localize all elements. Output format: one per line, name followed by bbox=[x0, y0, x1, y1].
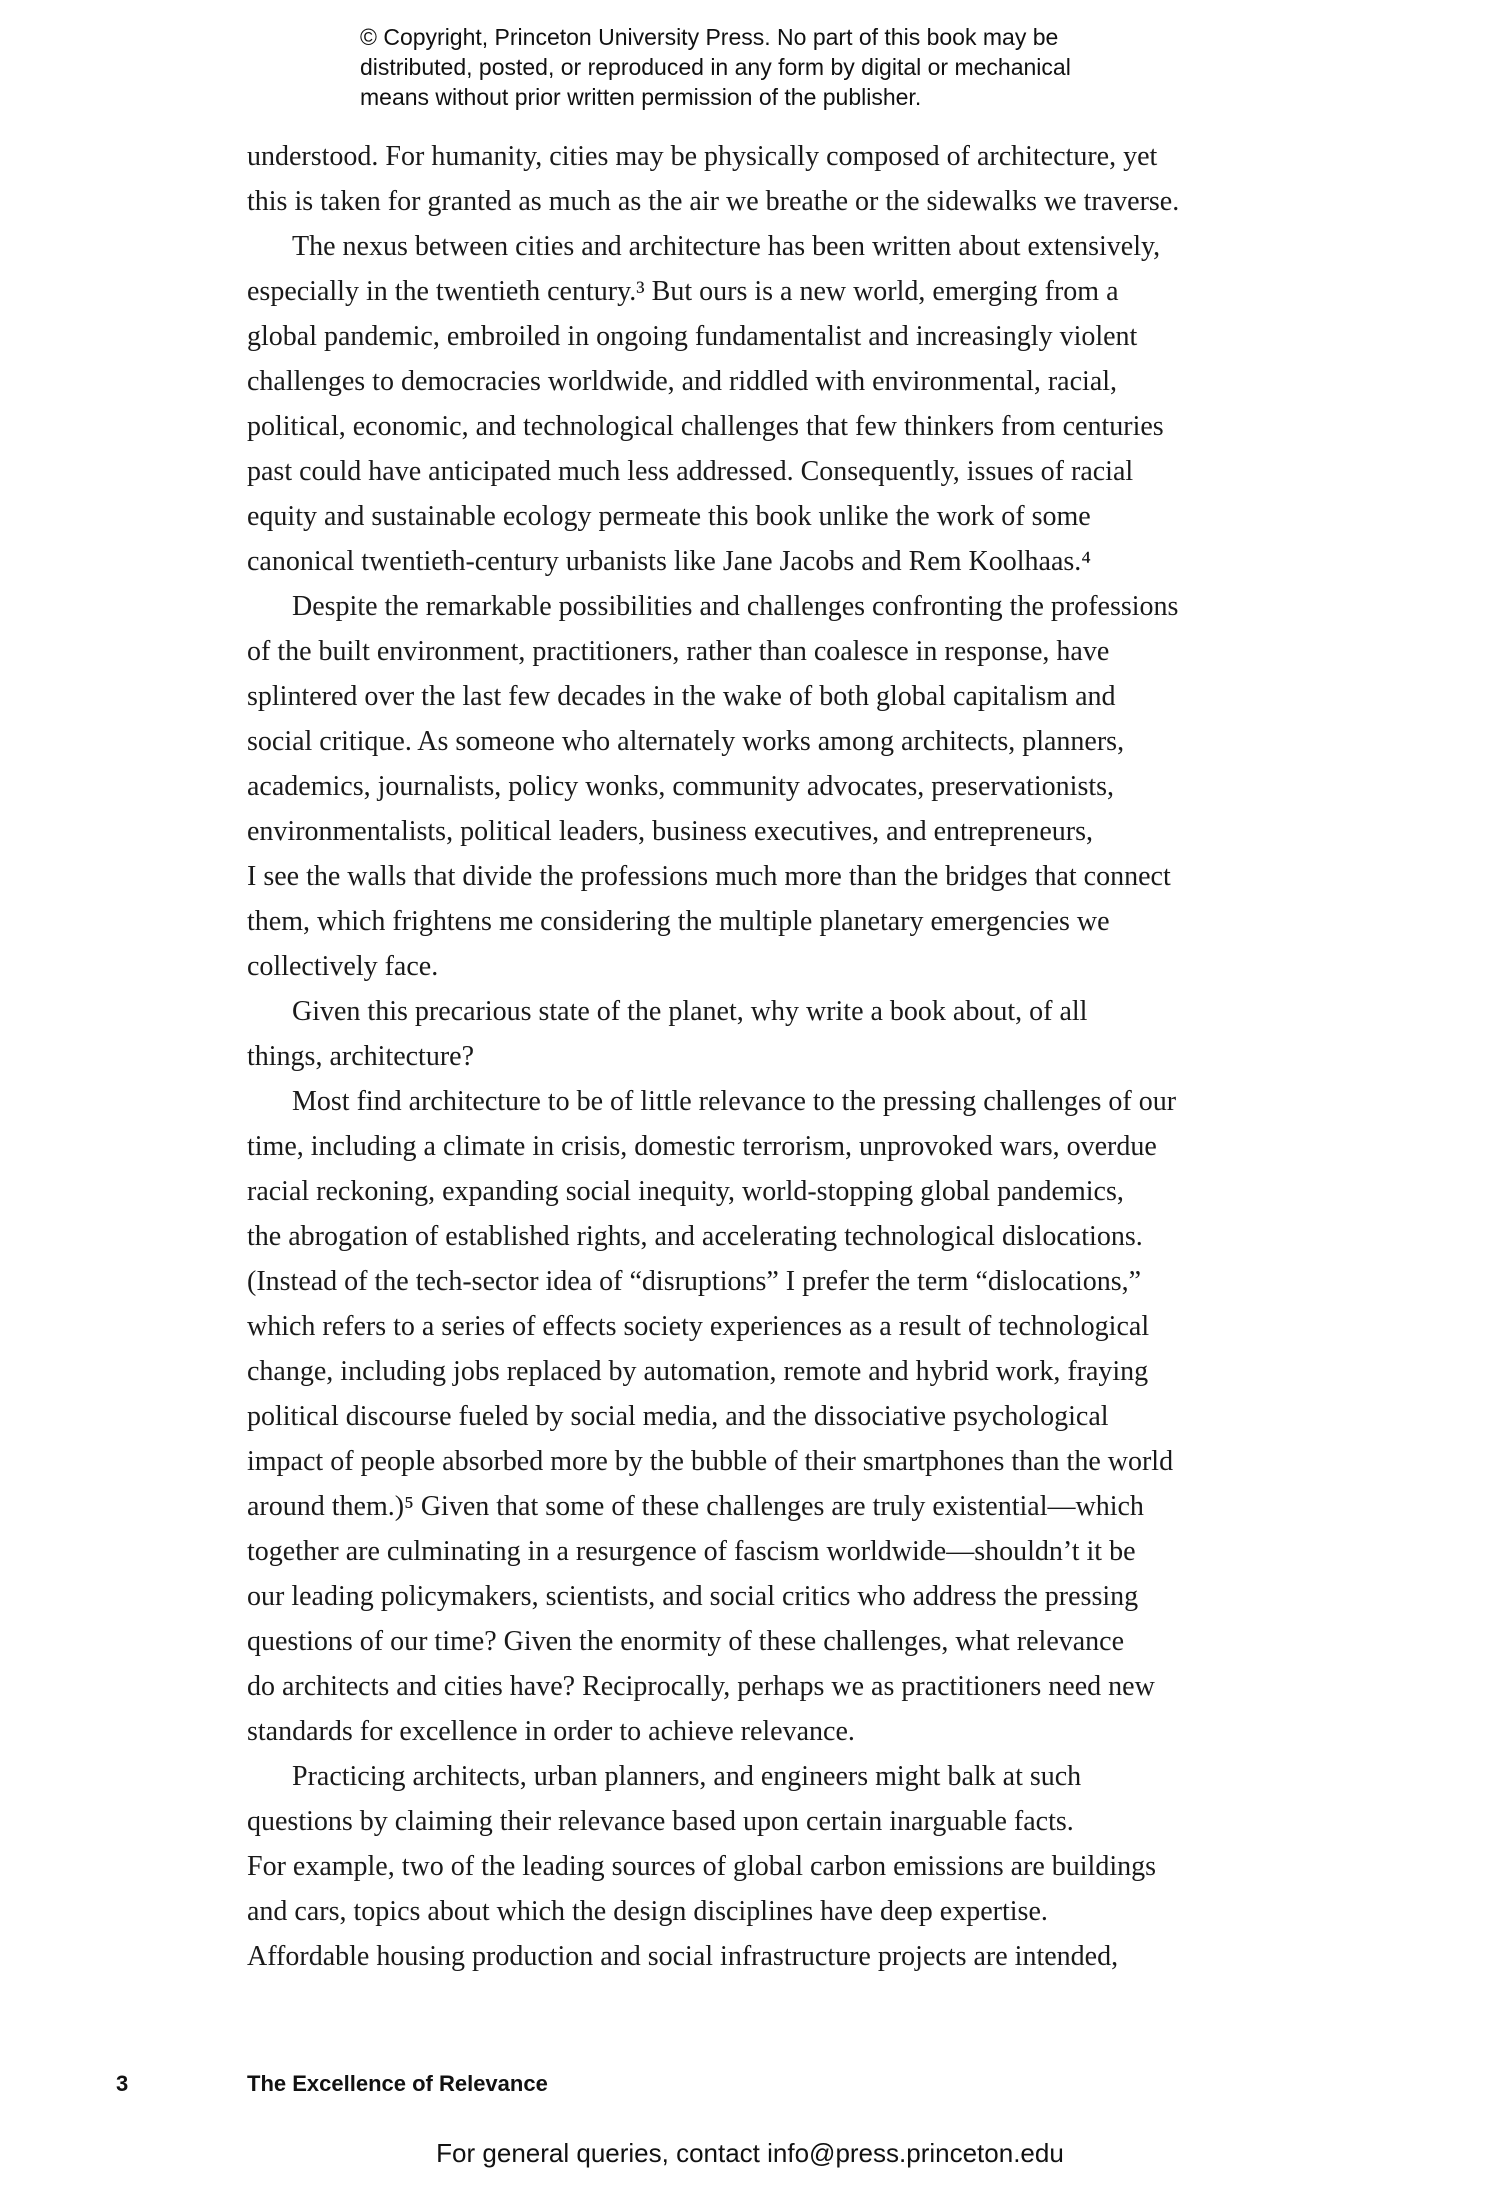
text-line: our leading policymakers, scientists, and social critics who address the pressing bbox=[247, 1581, 1139, 1612]
text-line: them, which frightens me considering the multiple planetary emergencies we bbox=[247, 906, 1110, 937]
text-line: questions of our time? Given the enormity of these challenges, what relevance bbox=[247, 1626, 1125, 1657]
text-line: I see the walls that divide the professions much more than the bridges that connect bbox=[247, 861, 1171, 892]
contact-line: For general queries, contact info@press.princeton.edu bbox=[436, 2138, 1064, 2168]
text-line: Given this precarious state of the planet, why write a book about, of all bbox=[292, 996, 1088, 1027]
text-line: social critique. As someone who alternately works among architects, planners, bbox=[247, 726, 1125, 757]
text-line: this is taken for granted as much as the air we breathe or the sidewalks we traverse. bbox=[247, 186, 1180, 217]
text-line: Practicing architects, urban planners, and engineers might balk at such bbox=[292, 1761, 1082, 1792]
text-line: canonical twentieth-century urbanists like Jane Jacobs and Rem Koolhaas.⁴ bbox=[247, 546, 1092, 577]
text-line: around them.)⁵ Given that some of these challenges are truly existential—which bbox=[247, 1491, 1144, 1522]
text-line: political, economic, and technological challenges that few thinkers from centuries bbox=[247, 411, 1164, 442]
text-line: understood. For humanity, cities may be physically composed of architecture, yet bbox=[247, 141, 1158, 172]
text-line: global pandemic, embroiled in ongoing fundamentalist and increasingly violent bbox=[247, 321, 1138, 352]
text-line: equity and sustainable ecology permeate this book unlike the work of some bbox=[247, 501, 1091, 532]
copyright-line: © Copyright, Princeton University Press. No part of this book may be bbox=[360, 24, 1059, 50]
text-line: time, including a climate in crisis, domestic terrorism, unprovoked wars, overdue bbox=[247, 1131, 1157, 1162]
text-line: Despite the remarkable possibilities and challenges confronting the professions bbox=[292, 591, 1179, 622]
text-line: impact of people absorbed more by the bubble of their smartphones than the world bbox=[247, 1446, 1174, 1477]
text-line: change, including jobs replaced by automation, remote and hybrid work, fraying bbox=[247, 1356, 1149, 1387]
text-line: the abrogation of established rights, and accelerating technological dislocations. bbox=[247, 1221, 1143, 1252]
text-line: Most find architecture to be of little relevance to the pressing challenges of our bbox=[292, 1086, 1177, 1117]
text-line: especially in the twentieth century.³ But ours is a new world, emerging from a bbox=[247, 276, 1119, 307]
text-line: together are culminating in a resurgence of fascism worldwide—shouldn’t it be bbox=[247, 1536, 1136, 1567]
text-line: challenges to democracies worldwide, and riddled with environmental, racial, bbox=[247, 366, 1118, 397]
text-line: political discourse fueled by social media, and the dissociative psychological bbox=[247, 1401, 1109, 1432]
text-line: collectively face. bbox=[247, 951, 439, 982]
text-line: past could have anticipated much less addressed. Consequently, issues of racial bbox=[247, 456, 1134, 487]
copyright-notice bbox=[360, 22, 1220, 112]
text-line: splintered over the last few decades in the wake of both global capitalism and bbox=[247, 681, 1116, 712]
text-line: Affordable housing production and social infrastructure projects are intended, bbox=[247, 1941, 1119, 1972]
running-title: The Excellence of Relevance bbox=[247, 2071, 548, 2096]
text-line: questions by claiming their relevance based upon certain inarguable facts. bbox=[247, 1806, 1074, 1837]
copyright-line: distributed, posted, or reproduced in any form by digital or mechanical bbox=[360, 54, 1071, 80]
copyright-line: means without prior written permission of the publisher. bbox=[360, 84, 922, 110]
text-line: of the built environment, practitioners, rather than coalesce in response, have bbox=[247, 636, 1110, 667]
text-line: (Instead of the tech-sector idea of “disruptions” I prefer the term “dislocations,” bbox=[247, 1266, 1142, 1297]
text-line: things, architecture? bbox=[247, 1041, 475, 1072]
body-text bbox=[247, 134, 1297, 1979]
text-line: racial reckoning, expanding social inequity, world-stopping global pandemics, bbox=[247, 1176, 1124, 1207]
text-line: which refers to a series of effects society experiences as a result of technological bbox=[247, 1311, 1150, 1342]
text-line: The nexus between cities and architecture has been written about extensively, bbox=[292, 231, 1161, 262]
text-line: For example, two of the leading sources of global carbon emissions are buildings bbox=[247, 1851, 1157, 1882]
text-line: standards for excellence in order to achieve relevance. bbox=[247, 1716, 855, 1747]
text-line: do architects and cities have? Reciprocally, perhaps we as practitioners need new bbox=[247, 1671, 1155, 1702]
page-number: 3 bbox=[116, 2071, 129, 2096]
text-line: and cars, topics about which the design disciplines have deep expertise. bbox=[247, 1896, 1048, 1927]
text-line: academics, journalists, policy wonks, community advocates, preservationists, bbox=[247, 771, 1115, 802]
text-line: environmentalists, political leaders, business executives, and entrepreneurs, bbox=[247, 816, 1093, 847]
